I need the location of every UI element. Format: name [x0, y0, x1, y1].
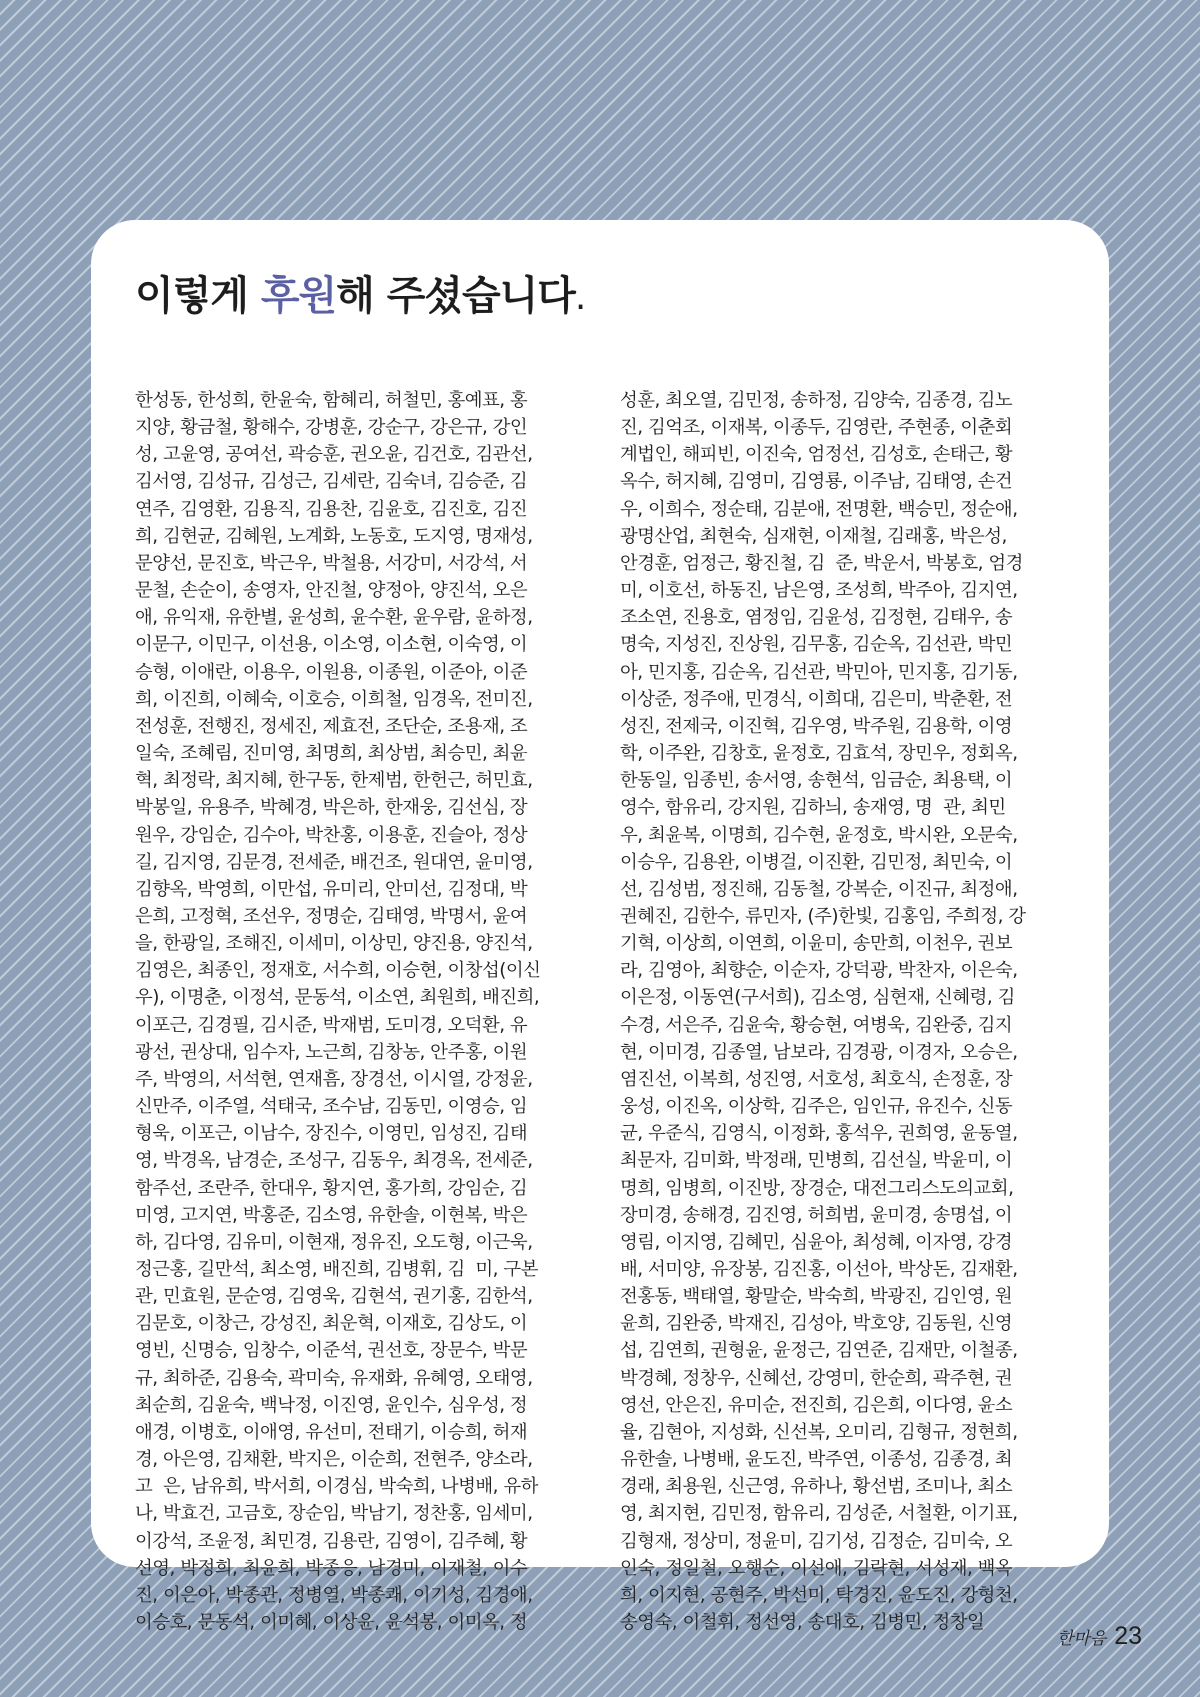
title-text-before: 이렇게: [135, 273, 261, 319]
page-number: 23: [1114, 1622, 1142, 1650]
page-footer: [1057, 1622, 1142, 1651]
page-title: [135, 264, 585, 321]
donor-names-right-column: 성훈, 최오열, 김민정, 송하정, 김양숙, 김종경, 김노 진, 김억조, 이재복, 이종두, 김영란, 주현종, 이춘회 계법인, 해피빈, 이진숙, 엄정선, 김성호, 손태근, 황 옥수, 허지혜, 김영미, 김영룡, 이주남, 김태영, 손건 우, 이희수, 정순태, 김분애, 전명환, 백승민, 정순애, 광명산업, 최현숙, 심재현, 이재철, 김래홍, 박은성, 안경훈, 엄정근, 황진철, 김 준, 박운서, 박봉호, 엄경 미, 이호선, 하동진, 남은영, 조성희, 박주아, 김지연, 조소연, 진용호, 염정임, 김윤성, 김정현, 김태우, 송 명숙, 지성진, 진상원, 김무홍, 김순옥, 김선관, 박민 아, 민지홍, 김순옥, 김선관, 박민아, 민지홍, 김기동, 이상준, 정주애, 민경식, 이희대, 김은미, 박춘환, 전 성진, 전제국, 이진혁, 김우영, 박주원, 김용학, 이영 학, 이주완, 김창호, 윤정호, 김효석, 장민우, 정회옥, 한동일, 임종빈, 송서영, 송현석, 임금순, 최용택, 이 영수, 함유리, 강지원, 김하늬, 송재영, 명 관, 최민 우, 최윤복, 이명희, 김수현, 윤정호, 박시완, 오문숙, 이승우, 김용완, 이병걸, 이진환, 김민정, 최민숙, 이 선, 김성범, 정진해, 김동철, 강복순, 이진규, 최정애, 권혜진, 김한수, 류민자, (주)한빛, 김홍임, 주희정, 강 기혁, 이상희, 이연희, 이윤미, 송만희, 이천우, 권보 라, 김영아, 최향순, 이순자, 강덕광, 박찬자, 이은숙, 이은정, 이동연(구서희), 김소영, 심현재, 신혜령, 김 수경, 서은주, 김윤숙, 황승현, 여병욱, 김완중, 김지 현, 이미경, 김종열, 남보라, 김경광, 이경자, 오승은, 염진선, 이복희, 성진영, 서호성, 최호식, 손정훈, 장 웅성, 이진옥, 이상학, 김주은, 임인규, 유진수, 신동 균, 우준식, 김영식, 이정화, 홍석우, 권희영, 윤동열, 최문자, 김미화, 박정래, 민병희, 김선실, 박윤미, 이 명희, 임병희, 이진방, 장경순, 대전그리스도의교회, 장미경, 송해경, 김진영, 허희범, 윤미경, 송명섭, 이 영림, 이지영, 김혜민, 심윤아, 최성혜, 이자영, 강경 배, 서미양, 유장봉, 김진홍, 이선아, 박상돈, 김재환, 전홍동, 백태열, 황말순, 박숙희, 박광진, 김인영, 원 윤희, 김완중, 박재진, 김성아, 박호양, 김동원, 신영 섭, 김연희, 권형윤, 윤정근, 김연준, 김재만, 이철종, 박경혜, 정창우, 신혜선, 강영미, 한순희, 곽주현, 권 영선, 안은진, 유미순, 전진희, 김은희, 이다영, 윤소 율, 김현아, 지성화, 신선복, 오미리, 김형규, 정현희, 유한솔, 나병배, 윤도진, 박주연, 이종성, 김종경, 최 경래, 최용원, 신근영, 유하나, 황선범, 조미나, 최소 영, 최지현, 김민정, 함유리, 김성준, 서철환, 이기표, 김형재, 정상미, 정윤미, 김기성, 김정순, 김미숙, 오 인숙, 정일철, 오행순, 이선애, 김락현, 서성재, 백옥 희, 이지현, 공현주, 박선미, 탁경진, 윤도진, 강형천, 송영숙, 이철휘, 정선영, 송대호, 김병민, 정창일: [620, 390, 1026, 1634]
title-text-after: 해 주셨습니다: [336, 273, 575, 319]
donor-names-left-column: 한성동, 한성희, 한윤숙, 함혜리, 허철민, 홍예표, 홍 지양, 황금철, 황해수, 강병훈, 강순구, 강은규, 강인 성, 고윤영, 공여선, 곽승훈, 권오윤, 김건호, 김관선, 김서영, 김성규, 김성근, 김세란, 김숙녀, 김승준, 김 연주, 김영환, 김용직, 김용찬, 김윤호, 김진호, 김진 희, 김현균, 김혜원, 노계화, 노동호, 도지영, 명재성, 문양선, 문진호, 박근우, 박철용, 서강미, 서강석, 서 문철, 손순이, 송영자, 안진철, 양정아, 양진석, 오은 애, 유익재, 유한별, 윤성희, 윤수환, 윤우람, 윤하정, 이문구, 이민구, 이선용, 이소영, 이소현, 이숙영, 이 승형, 이애란, 이용우, 이원용, 이종원, 이준아, 이준 희, 이진희, 이혜숙, 이호승, 이희철, 임경옥, 전미진, 전성훈, 전행진, 정세진, 제효전, 조단순, 조용재, 조 일숙, 조혜림, 진미영, 최명희, 최상범, 최승민, 최윤 혁, 최정락, 최지혜, 한구동, 한제범, 한헌근, 허민효, 박봉일, 유용주, 박혜경, 박은하, 한재웅, 김선심, 장 원우, 강임순, 김수아, 박찬홍, 이용훈, 진슬아, 정상 길, 김지영, 김문경, 전세준, 배건조, 원대연, 윤미영, 김향옥, 박영희, 이만섭, 유미리, 안미선, 김정대, 박 은희, 고정혁, 조선우, 정명순, 김태영, 박명서, 윤여 을, 한광일, 조해진, 이세미, 이상민, 양진용, 양진석, 김영은, 최종인, 정재호, 서수희, 이승현, 이창섭(이신 우), 이명춘, 이정석, 문동석, 이소연, 최원희, 배진희, 이포근, 김경필, 김시준, 박재범, 도미경, 오덕환, 유 광선, 권상대, 임수자, 노근희, 김창농, 안주홍, 이원 주, 박영의, 서석현, 연재흠, 장경선, 이시열, 강정윤, 신만주, 이주열, 석태국, 조수남, 김동민, 이영승, 임 형욱, 이포근, 이남수, 장진수, 이영민, 임성진, 김태 영, 박경옥, 남경순, 조성구, 김동우, 최경옥, 전세준, 함주선, 조란주, 한대우, 황지연, 홍가희, 강임순, 김 미영, 고지연, 박홍준, 김소영, 유한솔, 이현복, 박은 하, 김다영, 김유미, 이현재, 정유진, 오도형, 이근욱, 정근홍, 길만석, 최소영, 배진희, 김병휘, 김 미, 구본 관, 민효원, 문순영, 김영욱, 김현석, 권기홍, 김한석, 김문호, 이창근, 강성진, 최운혁, 이재호, 김상도, 이 영빈, 신명승, 임창수, 이준석, 권선호, 장문수, 박문 규, 최하준, 김용숙, 곽미숙, 유재화, 유혜영, 오태영, 최순희, 김윤숙, 백낙정, 이진영, 윤인수, 심우성, 정 애경, 이병호, 이애영, 유선미, 전태기, 이승희, 허재 경, 아은영, 김채환, 박지은, 이순희, 전현주, 양소라, 고 은, 남유희, 박서희, 이경심, 박숙희, 나병배, 유하 나, 박효건, 고금호, 장순임, 박남기, 정찬홍, 임세미, 이강석, 조윤정, 최민경, 김용란, 김영이, 김주혜, 황 선영, 박정희, 최윤희, 박종응, 남경미, 이재철, 이수 진, 이은아, 박종관, 정병열, 박종쾌, 이기성, 김경애, 이승호, 문동석, 이미혜, 이상윤, 윤석봉, 이미옥, 정: [135, 390, 541, 1634]
magazine-logo: 한마음: [1056, 1629, 1107, 1649]
title-period: .: [574, 277, 586, 318]
title-highlight: 후원: [260, 273, 337, 319]
donor-list-card: [91, 220, 1109, 1634]
